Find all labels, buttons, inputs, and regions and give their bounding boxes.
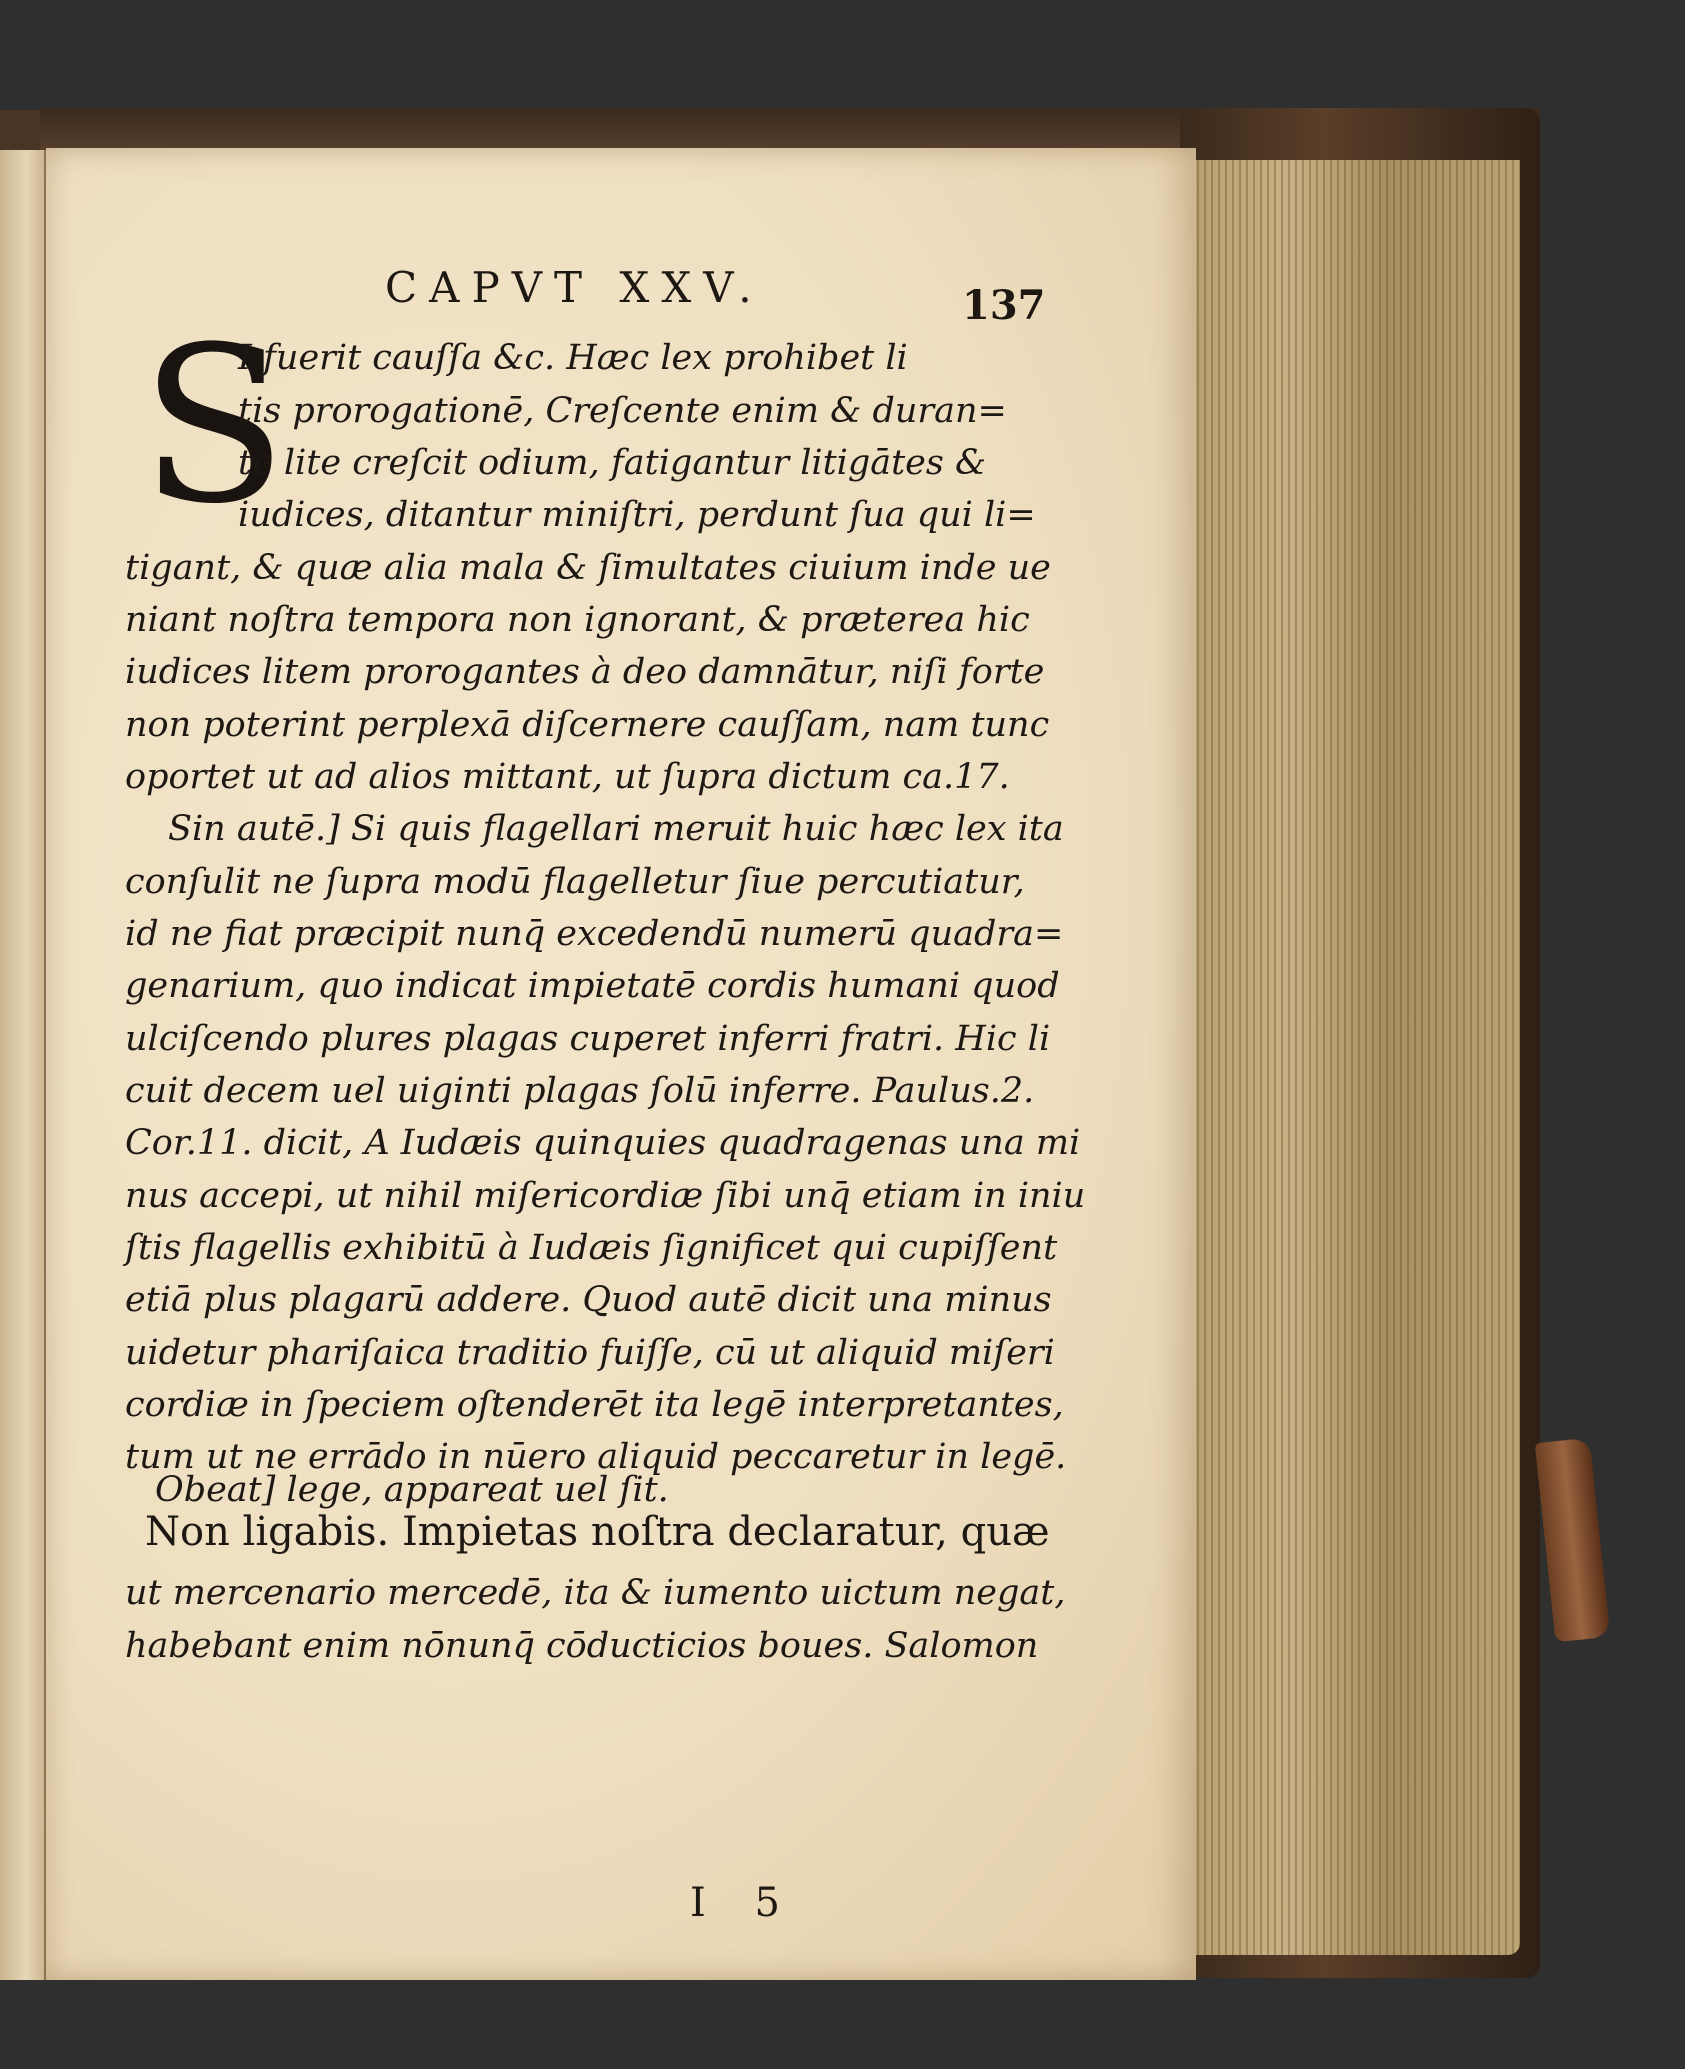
text-line: Sin autē.] Si quis flagellari meruit huic hæc lex ita [168,809,1064,849]
text-line: nus accepi, ut nihil miſericordiæ ſibi unq̄ etiam in iniu [125,1176,1086,1216]
text-line: iudices, ditantur miniſtri, perdunt ſua qui li= [238,495,1036,535]
text-line: conſulit ne ſupra modū flagelletur ſiue percutiatur, [125,862,1025,902]
text-line: ulciſcendo plures plagas cuperet inferri fratri. Hic li [125,1019,1051,1059]
text-line: Cor.11. dicit, A Iudæis quinquies quadragenas una mi [125,1123,1081,1163]
text-line: tis prorogationē, Creſcente enim & duran= [238,391,1007,431]
text-line: te lite creſcit odium, fatigantur litigātes & [238,443,987,483]
left-page-edge [0,150,46,1980]
text-line: Obeat] lege, appareat uel ſit. [155,1470,669,1510]
page-edges [1190,160,1520,1955]
drop-cap: S [140,300,288,551]
text-line: cuit decem uel uiginti plagas ſolū inferre. Paulus.2. [125,1071,1035,1111]
text-line: id ne fiat præcipit nunq̄ excedendū numerū quadra= [125,914,1064,954]
running-head: CAPVT XXV. [385,263,764,312]
text-line: etiā plus plagarū addere. Quod autē dicit una minus [125,1280,1052,1320]
text-line: oportet ut ad alios mittant, ut ſupra dictum ca.17. [125,757,1010,797]
text-line: tigant, & quæ alia mala & ſimultates ciuium inde ue [125,548,1051,588]
text-line: niant noſtra tempora non ignorant, & præterea hic [125,600,1030,640]
text-line: cordiæ in ſpeciem oſtenderēt ita legē interpretantes, [125,1385,1064,1425]
signature-mark: I 5 [690,1880,798,1926]
text-line: iudices litem prorogantes à deo damnātur, niſi forte [125,652,1045,692]
text-line: I fuerit cauſſa &c. Hæc lex prohibet li [238,338,908,378]
text-line: ſtis flagellis exhibitū à Iudæis ſignificet qui cupiſſent [125,1228,1058,1268]
text-line: uidetur phariſaica traditio fuiſſe, cū ut aliquid miſeri [125,1333,1055,1373]
page-number: 137 [962,282,1046,329]
text-line: non poterint perplexā diſcernere cauſſam, nam tunc [125,705,1050,745]
text-line: Non ligabis. Impietas noſtra declaratur, quæ [145,1509,1050,1555]
text-line: tum ut ne errādo in nūero aliquid peccaretur in legē. [125,1437,1067,1477]
text-line: habebant enim nōnunq̄ cōducticios boues. Salomon [125,1626,1039,1666]
leather-clasp [1535,1438,1611,1643]
text-line: ut mercenario mercedē, ita & iumento uictum negat, [125,1573,1066,1613]
text-line: genarium, quo indicat impietatē cordis humani quod [125,966,1060,1006]
